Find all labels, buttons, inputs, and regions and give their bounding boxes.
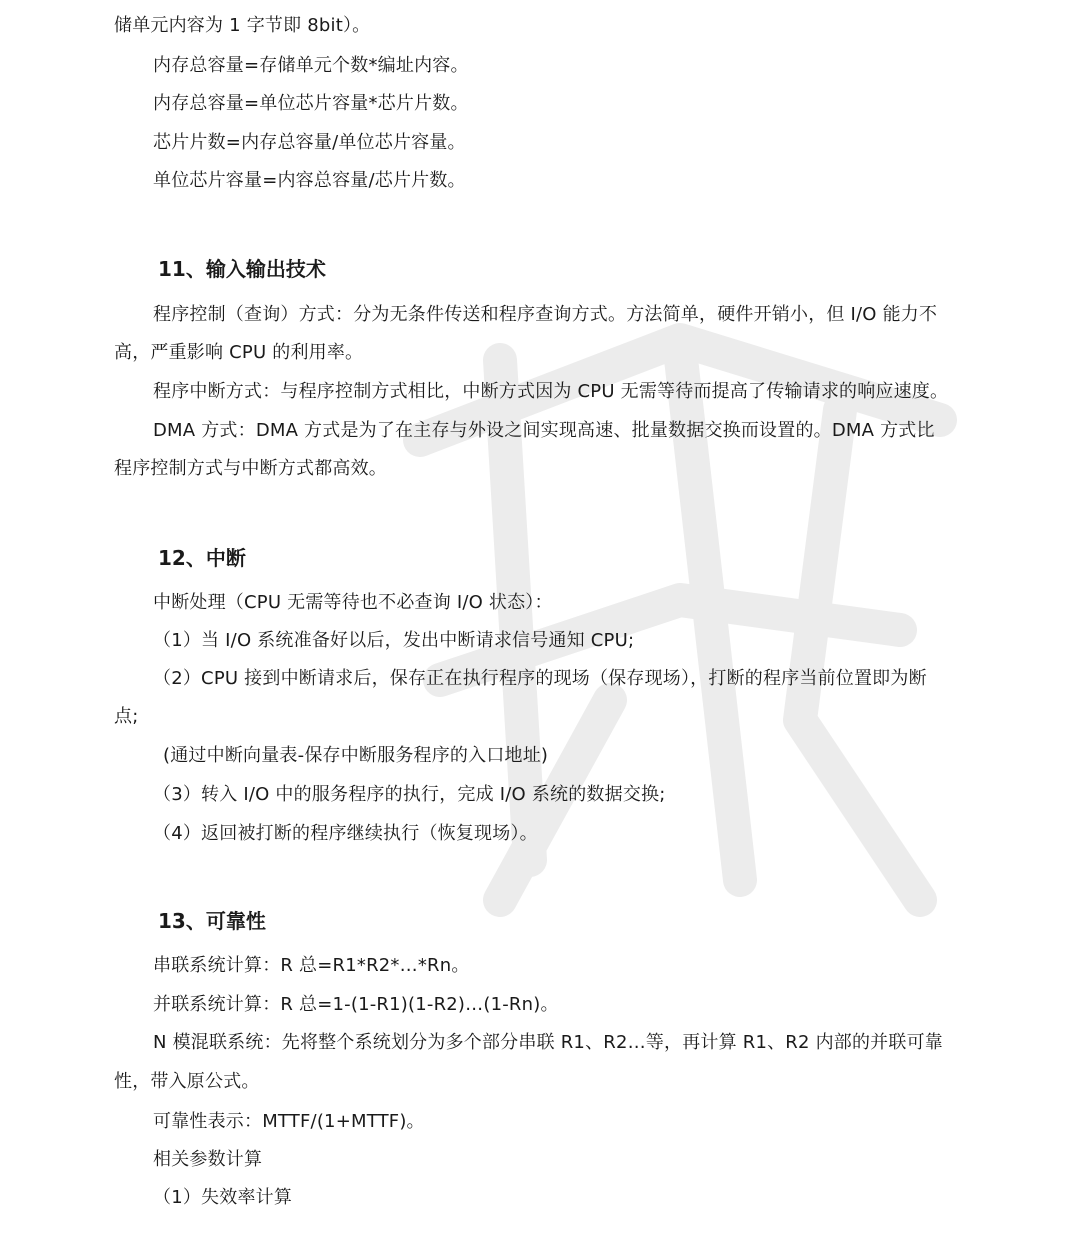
note-line: (通过中断向量表-保存中断服务程序的入口地址) (163, 745, 549, 766)
formula-line: 芯片片数=内存总容量/单位芯片容量。 (153, 132, 466, 153)
paragraph-line: 并联系统计算：R 总=1-(1-R1)(1-R2)…(1-Rn)。 (153, 994, 559, 1015)
formula-line: 单位芯片容量=内容总容量/芯片片数。 (153, 170, 466, 191)
paragraph-line: 相关参数计算 (153, 1149, 263, 1170)
paragraph-line: 可靠性表示：MTTF/(1+MTTF)。 (153, 1111, 425, 1132)
list-item: （1）失效率计算 (153, 1187, 293, 1208)
section-heading-io: 11、输入输出技术 (158, 257, 326, 281)
list-item: （4）返回被打断的程序继续执行（恢复现场）。 (153, 823, 538, 844)
list-item: 点; (114, 706, 139, 727)
paragraph-line: 串联系统计算：R 总=R1*R2*…*Rn。 (153, 955, 470, 976)
list-item: （3）转入 I/O 中的服务程序的执行，完成 I/O 系统的数据交换; (153, 784, 666, 805)
paragraph-line: 程序中断方式：与程序控制方式相比，中断方式因为 CPU 无需等待而提高了传输请求的响应速度。 (153, 381, 949, 402)
section-heading-reliability: 13、可靠性 (158, 909, 266, 933)
paragraph-line: DMA 方式：DMA 方式是为了在主存与外设之间实现高速、批量数据交换而设置的。DMA 方式比 (153, 420, 935, 441)
paragraph-line: 程序控制（查询）方式：分为无条件传送和程序查询方式。方法简单，硬件开销小，但 I/O 能力不 (153, 304, 938, 325)
paragraph-line: 程序控制方式与中断方式都高效。 (114, 458, 387, 479)
section-heading-interrupt: 12、中断 (158, 546, 246, 570)
paragraph-line: 中断处理（CPU 无需等待也不必查询 I/O 状态）： (153, 592, 553, 613)
formula-line: 内存总容量=单位芯片容量*芯片片数。 (153, 93, 469, 114)
list-item: （1）当 I/O 系统准备好以后，发出中断请求信号通知 CPU; (153, 630, 635, 651)
formula-line: 内存总容量=存储单元个数*编址内容。 (153, 55, 469, 76)
paragraph-line: 性，带入原公式。 (114, 1071, 260, 1092)
paragraph-line: N 模混联系统：先将整个系统划分为多个部分串联 R1、R2…等，再计算 R1、R2 内部的并联可靠 (153, 1032, 943, 1053)
list-item: （2）CPU 接到中断请求后，保存正在执行程序的现场（保存现场），打断的程序当前位置即为断 (153, 668, 927, 689)
intro-line: 储单元内容为 1 字节即 8bit）。 (114, 15, 371, 36)
paragraph-line: 高，严重影响 CPU 的利用率。 (114, 342, 364, 363)
